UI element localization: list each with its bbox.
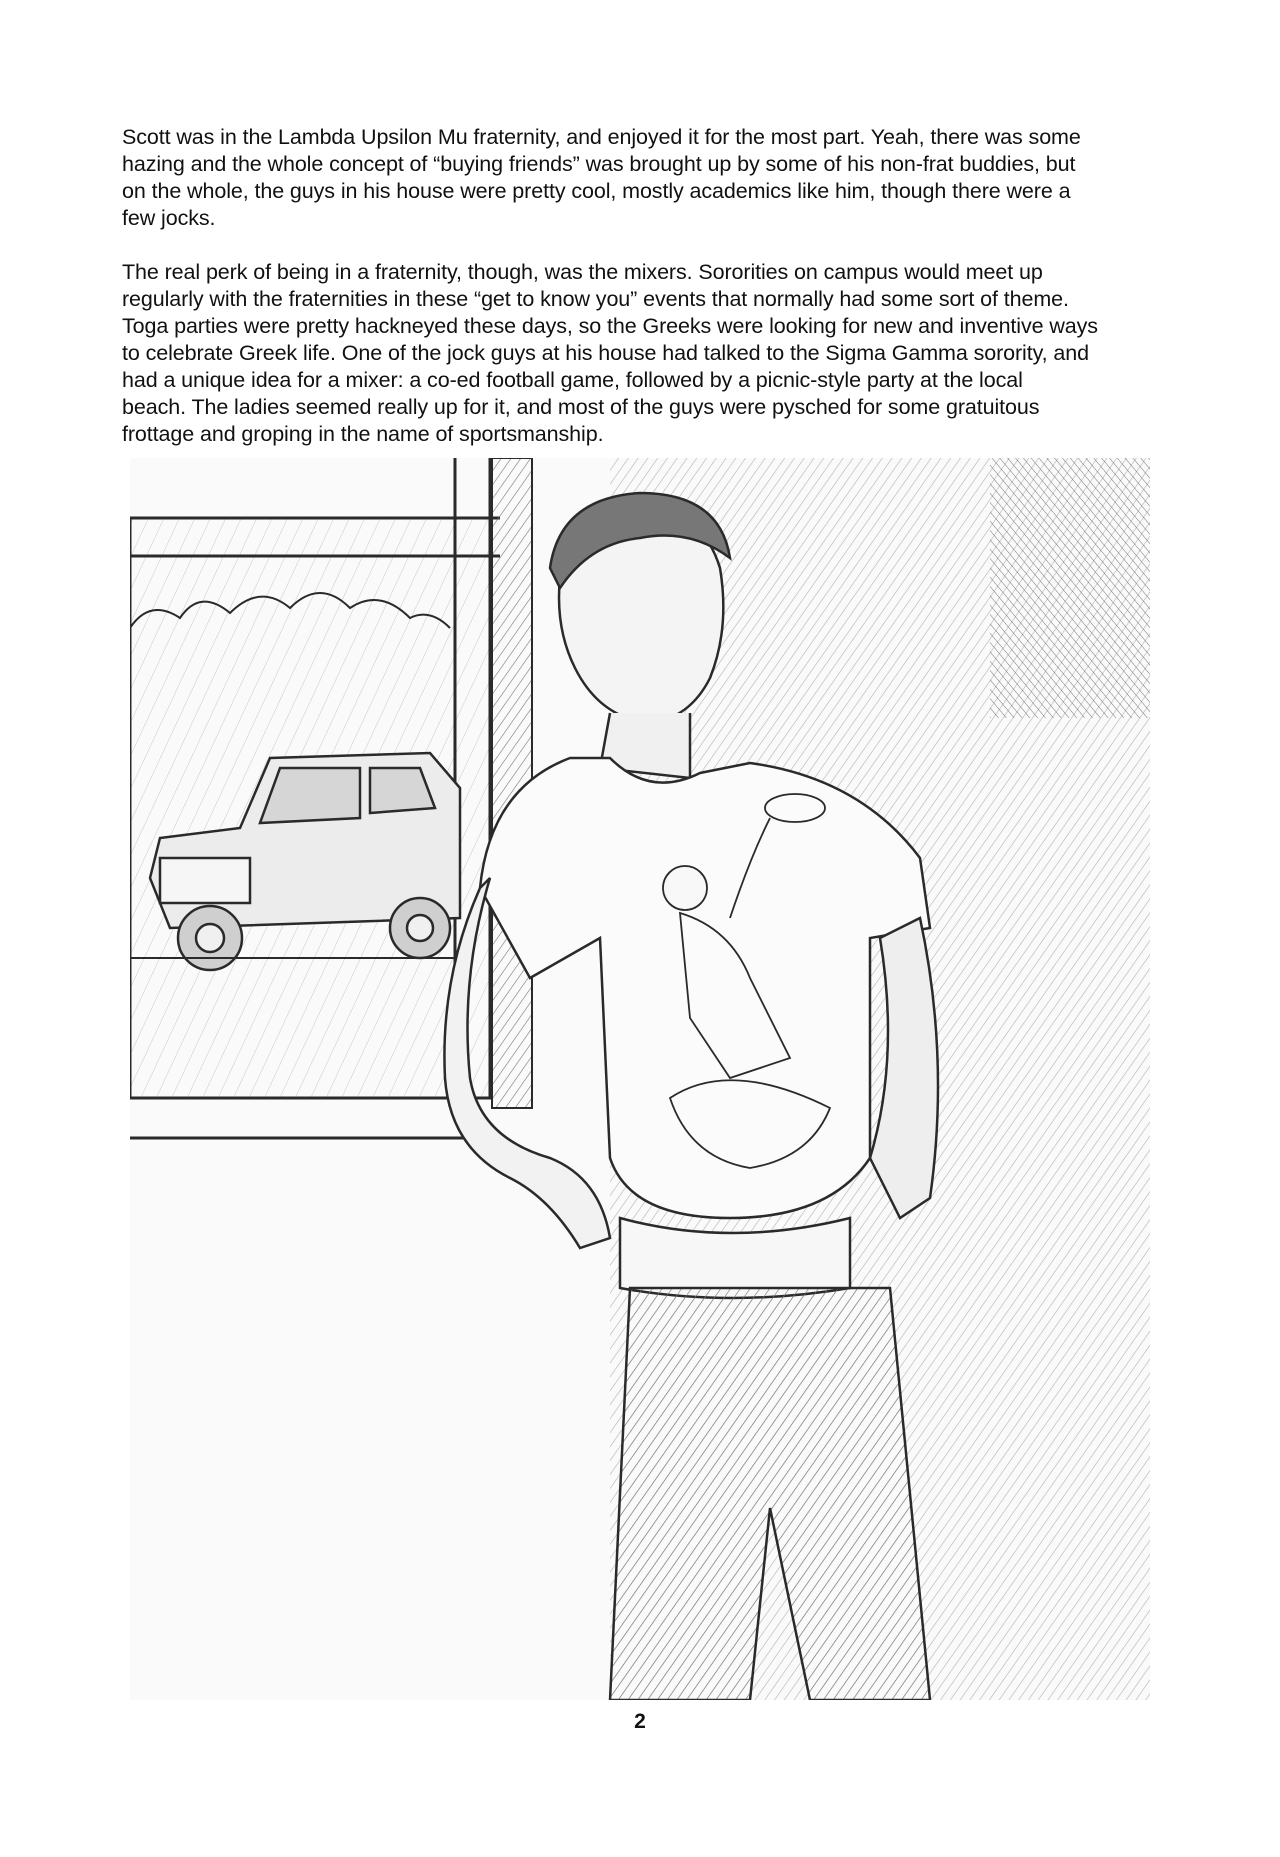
page-number: 2 xyxy=(634,1710,646,1733)
body-text xyxy=(122,124,1162,475)
wall-dark-corner xyxy=(990,458,1150,718)
pencil-sketch-illustration xyxy=(130,458,1150,1700)
paragraph-1: Scott was in the Lambda Upsilon Mu fraternity, and enjoyed it for the most part. Yeah, there was some hazing and the whole concept of “buying friends” was brought up by some of his non-frat buddies, but on the whole, the guys in his house were pretty cool, mostly academics like him, though there were a few jocks. xyxy=(122,125,1081,230)
paragraph-2: The real perk of being in a fraternity, though, was the mixers. Sororities on campus would meet up regularly with the fraternities in these “get to know you” events that normally had some sort of theme. Toga parties were pretty hackneyed these days, so the Greeks were looking for new and inventive ways to celebrate Greek life. One of the jock guys at his house had talked to the Sigma Gamma sorority, and had a unique idea for a mixer: a co-ed football game, followed by a picnic-style party at the local beach. The ladies seemed really up for it, and most of the guys were pysched for some gratuitous frottage and groping in the name of sportsmanship. xyxy=(122,260,1098,446)
